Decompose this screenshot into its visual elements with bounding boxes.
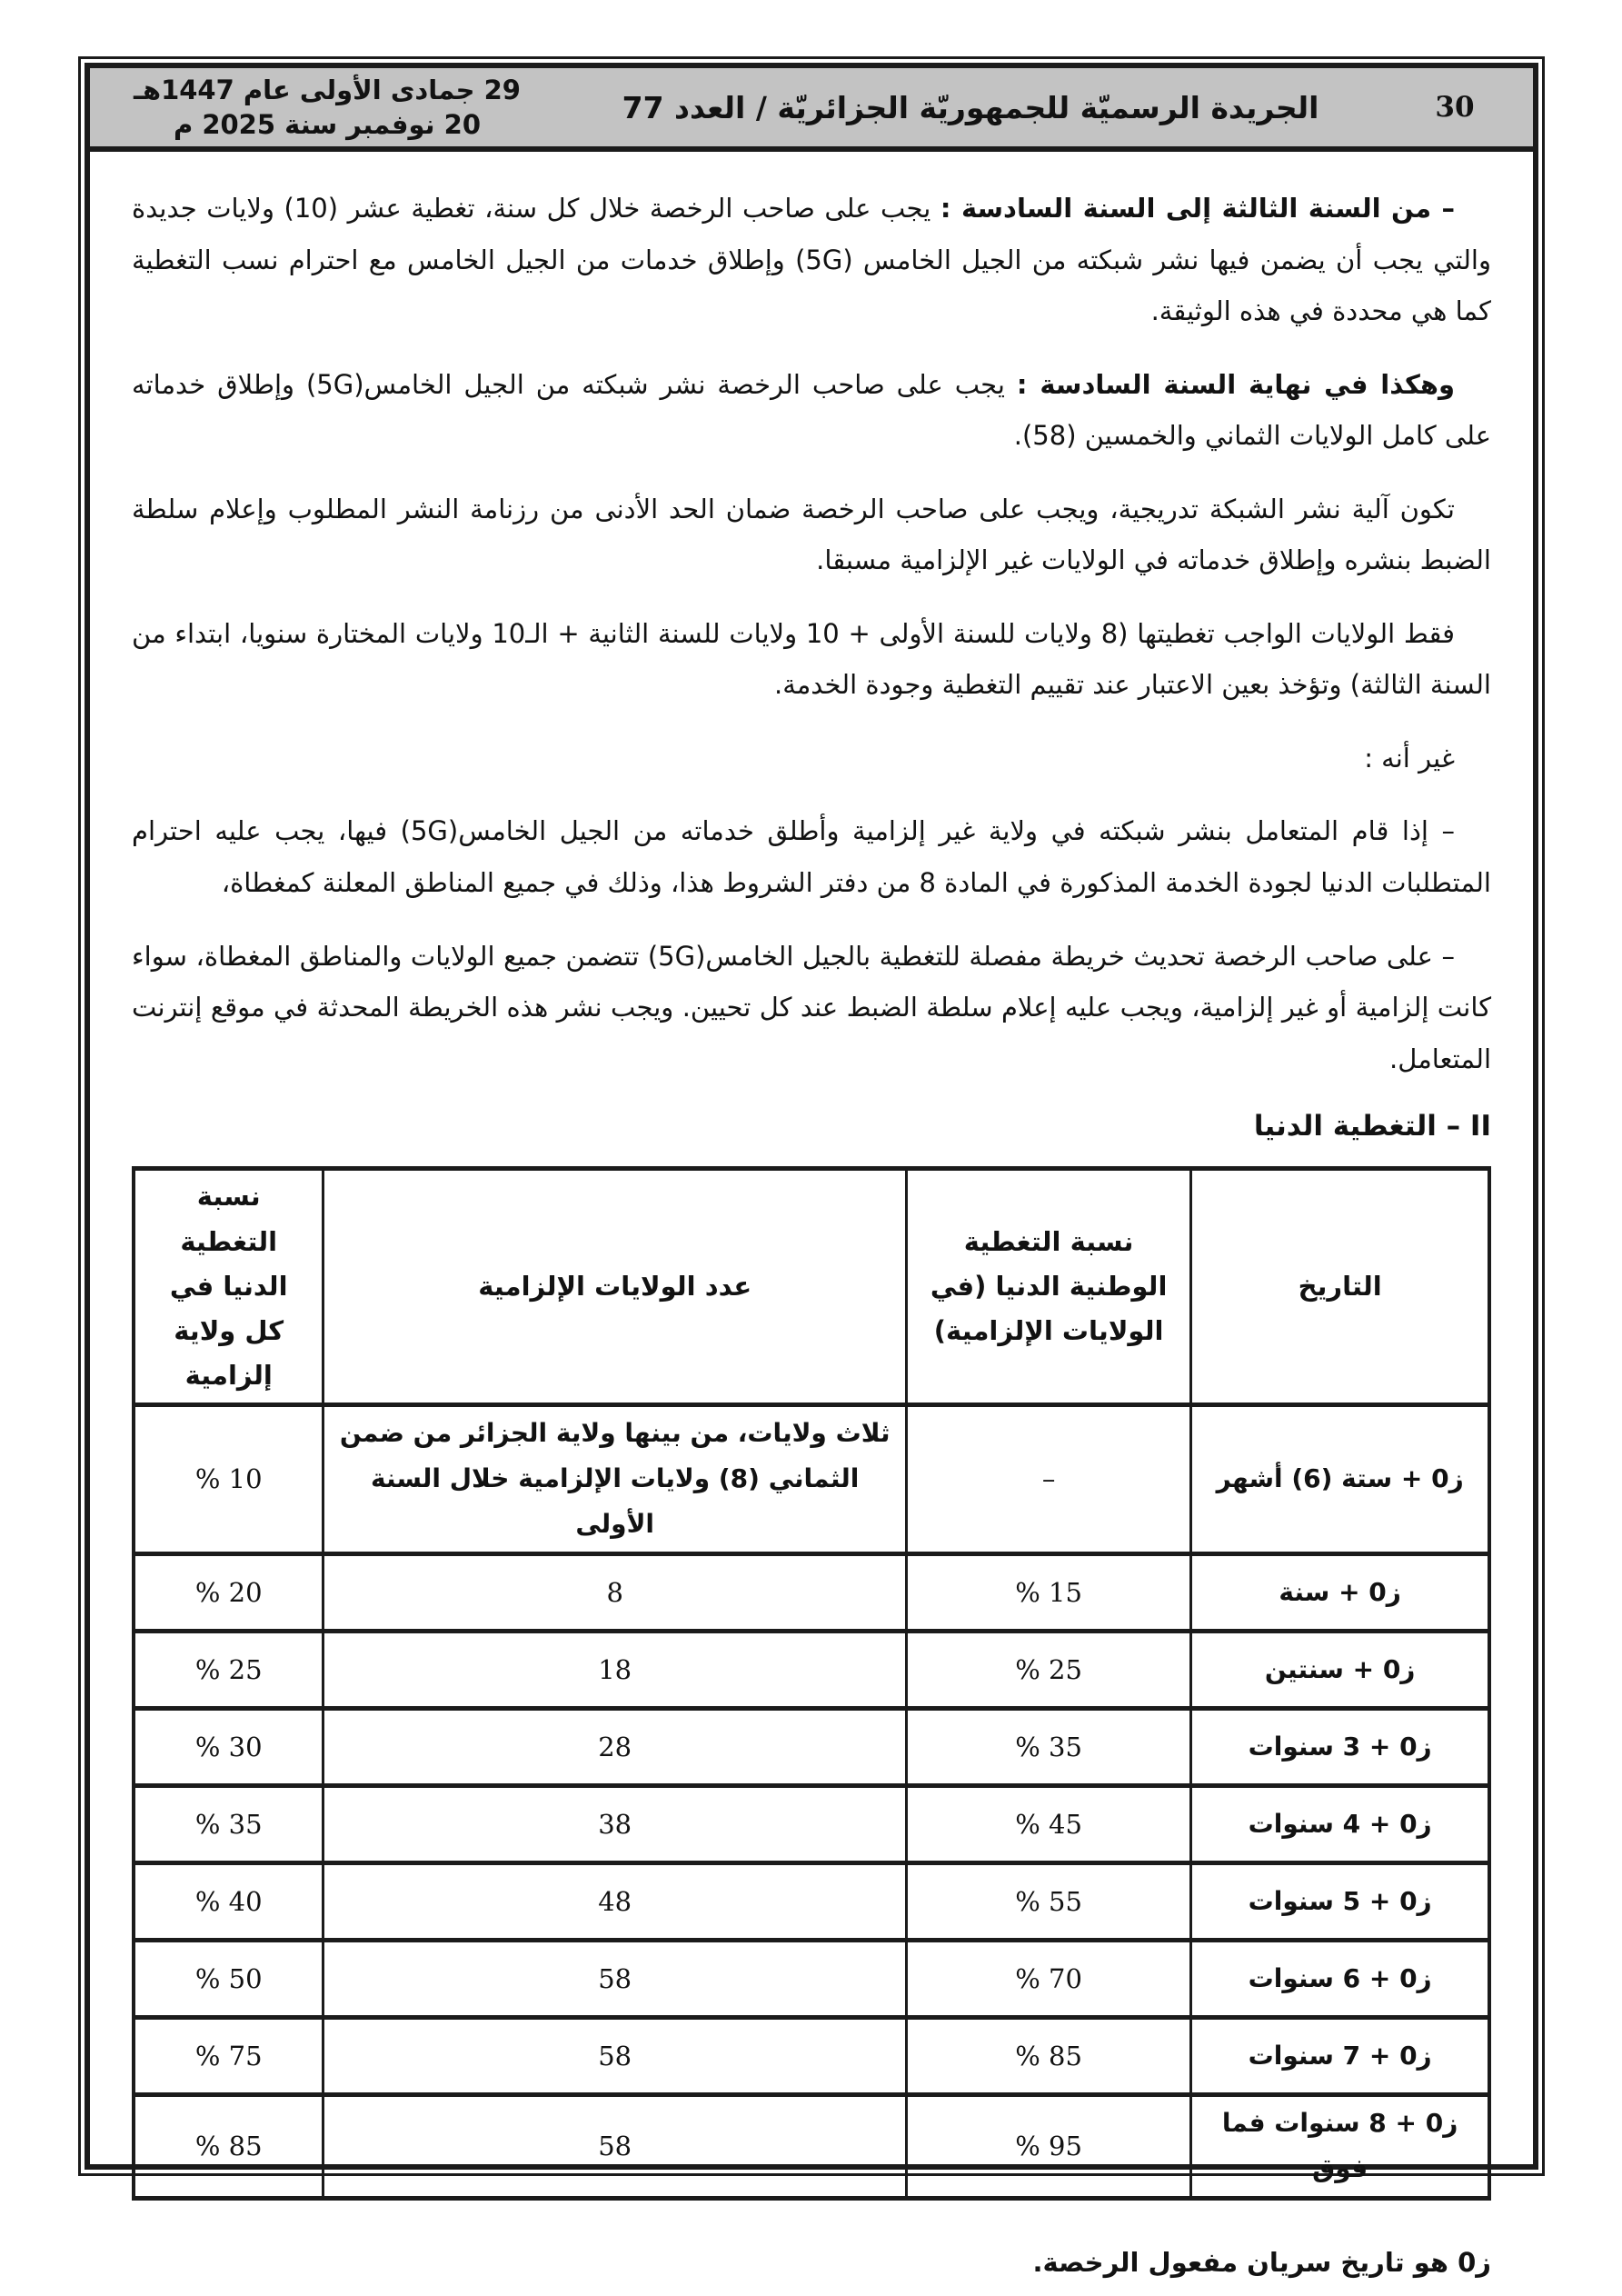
paragraph <box>132 359 1491 462</box>
cell-national-coverage: % 45 <box>906 1785 1190 1862</box>
footnote-lead: ز0 <box>1458 2246 1491 2278</box>
paragraph-lead: وهكذا في نهاية السنة السادسة : <box>1016 368 1456 400</box>
cell-wilaya-count: 18 <box>323 1631 907 1708</box>
cell-wilaya-count: 28 <box>323 1708 907 1785</box>
paragraph <box>132 931 1491 1085</box>
table-row <box>134 2094 1489 2198</box>
table-row <box>134 2017 1489 2094</box>
cell-national-coverage: % 25 <box>906 1631 1190 1708</box>
paragraph <box>132 733 1491 784</box>
column-header-wilaya-count: عدد الولايات الإلزامية <box>323 1169 907 1404</box>
cell-per-wilaya-coverage: % 35 <box>134 1785 323 1862</box>
cell-per-wilaya-coverage: % 20 <box>134 1553 323 1631</box>
paragraph <box>132 183 1491 337</box>
paragraph-lead: – من السنة الثالثة إلى السنة السادسة : <box>940 193 1456 224</box>
paragraph-text: غير أنه : <box>1364 742 1455 774</box>
column-header-per-wilaya-coverage: نسبة التغطية الدنيا في كل ولاية إلزامية <box>134 1169 323 1404</box>
page-content <box>90 152 1533 2286</box>
page-frame <box>78 56 1545 2278</box>
footnote <box>132 2239 1491 2286</box>
cell-national-coverage: % 95 <box>906 2094 1190 2198</box>
cell-national-coverage: % 35 <box>906 1708 1190 1785</box>
cell-national-coverage: % 15 <box>906 1553 1190 1631</box>
cell-wilaya-count: 58 <box>323 2017 907 2094</box>
cell-wilaya-count: 48 <box>323 1862 907 1940</box>
cell-national-coverage: % 85 <box>906 2017 1190 2094</box>
table-header-row <box>134 1169 1489 1404</box>
paragraph-text: فقط الولايات الواجب تغطيتها (8 ولايات للسنة الأولى + 10 ولايات للسنة الثانية + الـ10 ولايات المختارة سنويا، ابتداء من السنة الثالثة) وتؤخذ بعين الاعتبار عند تقييم التغطية وجودة الخدمة. <box>132 617 1491 701</box>
cell-date: ز0 + 4 سنوات <box>1191 1785 1489 1862</box>
cell-date: ز0 + سنة <box>1191 1553 1489 1631</box>
paragraph-text: يجب على صاحب الرخصة خلال كل سنة، تغطية عشر (10) ولايات جديدة والتي يجب أن يضمن فيها نشر شبكته من الجيل الخامس (5G) وإطلاق خدمات من الجيل الخامس مع احترام نسب التغطية كما هي محددة في هذه الوثيقة. <box>132 193 1491 327</box>
column-header-national-coverage: نسبة التغطية الوطنية الدنيا (في الولايات الإلزامية) <box>906 1169 1190 1404</box>
journal-title: الجريدة الرسميّة للجمهوريّة الجزائريّة / العدد 77 <box>622 89 1319 125</box>
table-row <box>134 1862 1489 1940</box>
cell-per-wilaya-coverage: % 30 <box>134 1708 323 1785</box>
cell-wilaya-count: ثلاث ولايات، من بينها ولاية الجزائر من ضمن الثماني (8) ولايات الإلزامية خلال السنة الأولى <box>323 1404 907 1553</box>
paragraph <box>132 608 1491 711</box>
cell-per-wilaya-coverage: % 10 <box>134 1404 323 1553</box>
gazette-header <box>90 68 1533 152</box>
column-header-date: التاريخ <box>1191 1169 1489 1404</box>
cell-date: ز0 + سنتين <box>1191 1631 1489 1708</box>
table-row <box>134 1553 1489 1631</box>
paragraph-text: يجب على صاحب الرخصة نشر شبكته من الجيل الخامس(5G) وإطلاق خدماته على كامل الولايات الثماني والخمسين (58). <box>132 368 1491 452</box>
page-frame-inner <box>85 63 1538 2278</box>
cell-national-coverage: % 55 <box>906 1862 1190 1940</box>
cell-date: ز0 + 8 سنوات فما فوق <box>1191 2094 1489 2198</box>
cell-per-wilaya-coverage: % 40 <box>134 1862 323 1940</box>
date-gregorian: 20 نوفمبر سنة 2025 م <box>173 109 482 140</box>
paragraph-text: – على صاحب الرخصة تحديث خريطة مفصلة للتغطية بالجيل الخامس(5G) تتضمن جميع الولايات والمناطق المغطاة، سواء كانت إلزامية أو غير إلزامية، ويجب عليه إعلام سلطة الضبط عند كل تحيين. ويجب نشر هذه الخريطة المحدثة في موقع إنترنت المتعامل. <box>132 940 1491 1074</box>
cell-wilaya-count: 58 <box>323 2094 907 2198</box>
cell-national-coverage: % 70 <box>906 1940 1190 2017</box>
coverage-table <box>132 1166 1491 2200</box>
cell-date: ز0 + ستة (6) أشهر <box>1191 1404 1489 1553</box>
section-heading: II – التغطية الدنيا <box>1253 1110 1491 1143</box>
cell-date: ز0 + 5 سنوات <box>1191 1862 1489 1940</box>
cell-wilaya-count: 38 <box>323 1785 907 1862</box>
paragraph-text: – إذا قام المتعامل بنشر شبكته في ولاية غير إلزامية وأطلق خدماته من الجيل الخامس(5G) فيها، يجب عليه احترام المتطلبات الدنيا لجودة الخدمة المذكورة في المادة 8 من دفتر الشروط هذا، وذلك في جميع المناطق المعلنة كمغطاة، <box>132 815 1491 899</box>
paragraph-text: تكون آلية نشر الشبكة تدريجية، ويجب على صاحب الرخصة ضمان الحد الأدنى من رزنامة النشر المطلوب وإعلام سلطة الضبط بنشره وإطلاق خدماته في الولايات غير الإلزامية مسبقا. <box>132 493 1491 576</box>
cell-wilaya-count: 58 <box>323 1940 907 2017</box>
cell-date: ز0 + 6 سنوات <box>1191 1940 1489 2017</box>
paragraph <box>132 484 1491 586</box>
date-hijri: 29 جمادى الأولى عام 1447هـ <box>134 74 521 105</box>
paragraph <box>132 805 1491 908</box>
footnote-text: هو تاريخ سريان مفعول الرخصة. <box>1032 2246 1448 2278</box>
cell-per-wilaya-coverage: % 85 <box>134 2094 323 2198</box>
table-row <box>134 1940 1489 2017</box>
table-row <box>134 1785 1489 1862</box>
cell-date: ز0 + 3 سنوات <box>1191 1708 1489 1785</box>
cell-date: ز0 + 7 سنوات <box>1191 2017 1489 2094</box>
table-row <box>134 1708 1489 1785</box>
cell-wilaya-count: 8 <box>323 1553 907 1631</box>
cell-per-wilaya-coverage: % 50 <box>134 1940 323 2017</box>
cell-national-coverage: – <box>906 1404 1190 1553</box>
header-dates <box>114 73 541 143</box>
table-row <box>134 1631 1489 1708</box>
page-number: 30 <box>1435 91 1475 124</box>
cell-per-wilaya-coverage: % 75 <box>134 2017 323 2094</box>
cell-per-wilaya-coverage: % 25 <box>134 1631 323 1708</box>
table-row <box>134 1404 1489 1553</box>
